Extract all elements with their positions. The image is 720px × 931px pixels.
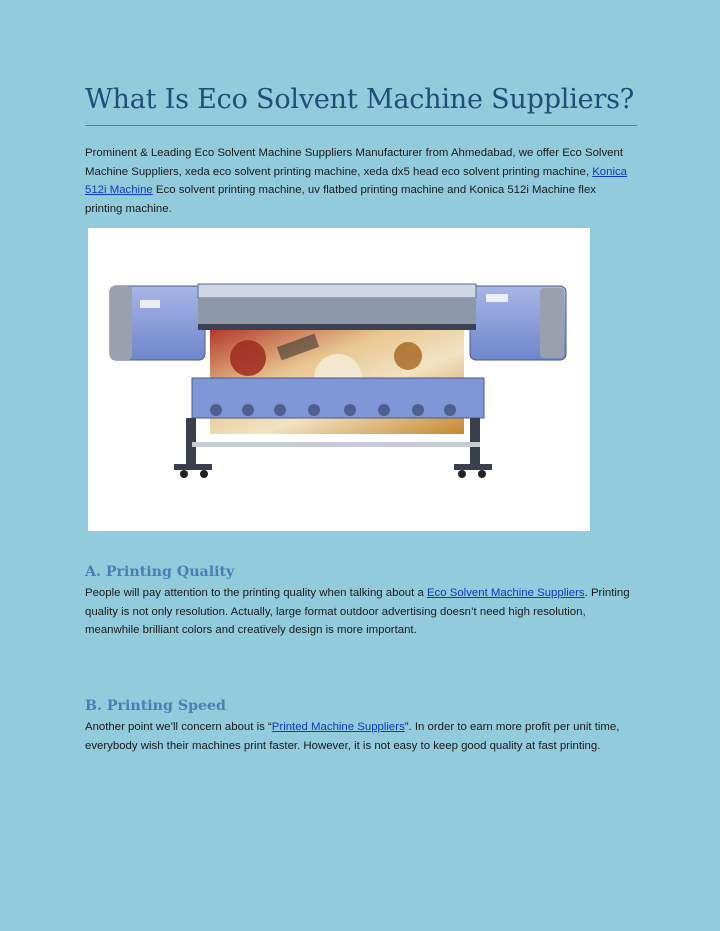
intro-text-end: Eco solvent printing machine, uv flatbed printing machine and Konica 512i Machine flex printing machine. [85,184,596,215]
section-a-heading: A. Printing Quality [85,564,235,580]
section-b-text-start: Another point we’ll concern about is “ [85,721,272,733]
eco-solvent-machine-suppliers-link[interactable]: Eco Solvent Machine Suppliers [426,587,585,599]
printer-illustration [88,228,590,531]
intro-paragraph [85,144,630,218]
section-b-text-end: ”. In order to earn more profit per unit time, everybody wish their machines print faster. However, it is not easy to keep good quality at fast printing. [85,721,620,752]
konica-512i-machine-link[interactable]: Konica 512i Machine [85,165,628,196]
page-title: What Is Eco Solvent Machine Suppliers? [85,84,635,115]
section-b-heading: B. Printing Speed [85,698,226,714]
printed-machine-suppliers-link[interactable]: Printed Machine Suppliers [271,721,405,733]
title-underline-rule [85,125,637,126]
section-a-text-end: . Printing quality is not only resolution. Actually, large format outdoor advertising doesn’t need high resolution, meanwhile brilliant colors and creatively design is more important. [85,587,630,636]
section-b-paragraph [85,718,630,755]
intro-text-start: Prominent & Leading Eco Solvent Machine Suppliers Manufacturer from Ahmedabad, we offer Eco Solvent Machine Suppliers, xeda eco solvent printing machine, xeda dx5 head eco solvent printing machine, [85,147,623,178]
section-a-text-start: People will pay attention to the printing quality when talking about a [85,587,427,599]
section-a-paragraph [85,584,630,640]
printer-photo [88,228,590,531]
